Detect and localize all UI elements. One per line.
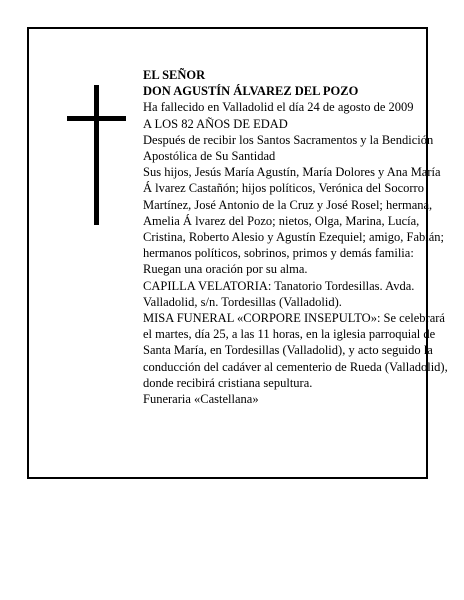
age-statement: A LOS 82 AÑOS DE EDAD <box>143 116 288 131</box>
cross-icon-bar <box>67 116 126 121</box>
family-list: Sus hijos, Jesús María Agustín, María Dolores y Ana María Á lvarez Castañón; hijos políticos, Verónica del Socorro Martínez, José Antonio de la Cruz y José Rosel; hermana, Amelia Á lvarez del Pozo; nietos, Olga, Marina, Lucía, Cristina, Roberto Alesio y Agustín Ezequiel; amigo, Fabián; hermanos políticos, sobrinos, primos y demás familia: <box>143 165 445 261</box>
cross-icon <box>94 85 99 225</box>
deceased-name: DON AGUSTÍN ÁLVAREZ DEL POZO <box>143 84 359 99</box>
obituary-notice <box>27 27 448 479</box>
notice-title: EL SEÑOR <box>143 68 206 82</box>
chapel-info: CAPILLA VELATORIA: Tanatorio Tordesillas. Avda. Valladolid, s/n. Tordesillas (Valladolid). <box>143 278 415 309</box>
obituary-text <box>143 67 449 407</box>
prayer-request: Ruegan una oración por su alma. <box>143 262 308 277</box>
sacraments-statement: Después de recibir los Santos Sacramentos y la Bendición Apostólica de Su Santidad <box>143 132 434 164</box>
funeral-mass-info: MISA FUNERAL «CORPORE INSEPULTO»: Se celebrará el martes, día 25, a las 11 horas, en la iglesia parroquial de Santa María, en Tordesillas (Valladolid), y acto seguido la conducción del cadáver al cementerio de Rueda (Valladolid), donde recibirá cristiana sepultura. <box>143 311 448 390</box>
death-statement: Ha fallecido en Valladolid el día 24 de agosto de 2009 <box>143 100 414 115</box>
funeral-home: Funeraria «Castellana» <box>143 392 259 407</box>
